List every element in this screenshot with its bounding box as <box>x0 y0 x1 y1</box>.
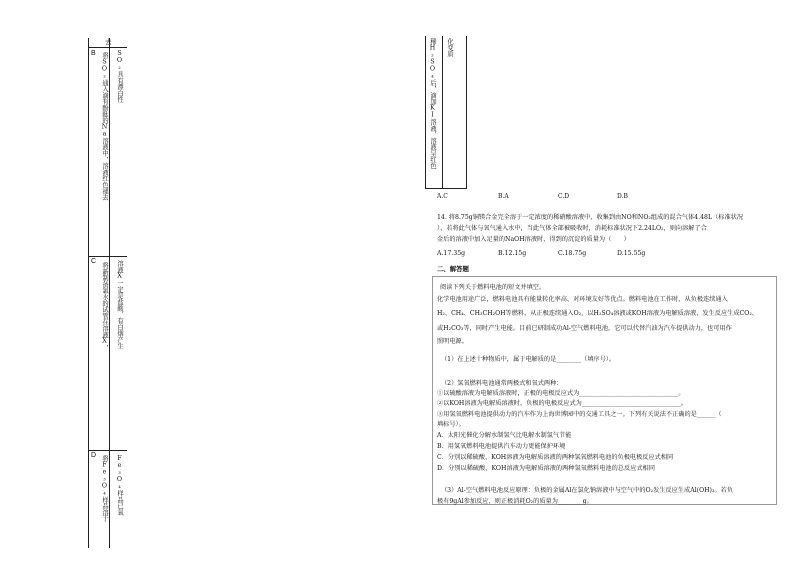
choice-d: D．分别以稀硫酸、KOH溶液为电解质溶液的两种氢氧燃料电池的总反应式相同 <box>437 465 655 472</box>
row-c-operation: 将新制备氯水的试管在溶液X， <box>101 262 108 351</box>
passage-line: 化学电池用途广泛，燃料电池具有能量转化率高、对环境友好等优点。燃料电池在工作时，从负极连续通入 <box>437 296 728 303</box>
option-d: D.B <box>617 193 628 200</box>
row-b-operation: 将SO₂通入滴有酚酞的Na溶液中，溶液红色褪去 <box>101 52 108 201</box>
row-d-conclusion: Fe₃O₄样品已氧 <box>116 455 123 516</box>
column-divider <box>109 38 110 548</box>
passage-line: 照明电源。 <box>437 338 468 345</box>
row-label-c: C <box>91 258 97 265</box>
choice-b: B．用氢氧燃料电池提供汽车动力更能保护环境 <box>437 443 566 450</box>
option-c: C.D <box>558 193 570 200</box>
q14-line-1: 14. 将8.75g铜镁合金完全溶于一定浓度的稀硝酸溶液中，收集到由NO和NO₂组成的混合气体4.48L（标准状况 <box>437 214 744 221</box>
q14-line-3: 金后的溶液中加入足量的NaOH溶液时，得到的沉淀的质量为（ ） <box>437 236 630 243</box>
q14-option-b: B.12.15g <box>498 250 527 257</box>
row-divider <box>89 450 127 451</box>
row-divider <box>89 47 127 48</box>
table-cell-top: 去 <box>105 38 112 46</box>
passage-line: 或H₂CO₃等，同时产生电能。目前已研制成功Al-空气燃料电池，它可以代替汽油为汽车提供动力，也可用作 <box>437 325 732 332</box>
passage-line: 阅读下列关于燃料电池的短文并填空。 <box>440 284 546 291</box>
question-2-intro: （2）氢氧燃料电池通常两极式和氧式两种： <box>441 380 563 387</box>
section-title: 二、解答题 <box>437 265 469 273</box>
row-label-d: D <box>91 452 97 459</box>
choice-c: C．分别以稀硫酸、KOH溶液为电解质溶液的两种氢氧燃料电池的负极电极反应式相同 <box>437 454 674 461</box>
option-b: B.A <box>498 193 509 200</box>
question-3-cont: 极有9gAl参加反应，则正极消耗O₂的质量为________g。 <box>437 498 593 505</box>
question-2-part-3-cont: 填标号）。 <box>437 421 465 428</box>
row-divider <box>89 256 127 257</box>
q14-option-c: C.18.75g <box>558 250 587 257</box>
choice-a: A．太阳光催化分解水制氢气比电解水制氢气节能 <box>437 432 572 439</box>
right-table-operation: 稀H₂SO₄后，滴加KI溶液，溶液呈红色 <box>429 38 436 169</box>
question-1: （1）在上述十种物质中，属于电解质的是________（填序号）。 <box>441 356 616 363</box>
q14-option-a: A.17.35g <box>437 250 466 257</box>
question-3: （3）Al-空气燃料电池反应原理：负极的金属Al在氯化钠溶液中与空气中的O₂发生反应生成Al(OH)₃。若负 <box>441 487 734 494</box>
row-b-conclusion: SO₂具有漂白性 <box>116 50 123 103</box>
passage-line: H₂、CH₄、CH₃CH₂OH等燃料，从正极连续通入O₂，以H₂SO₄溶液或KOH溶液为电解质溶液，发生反应生成CO₂、 <box>437 310 758 317</box>
column-divider <box>442 36 443 188</box>
question-2-part-3: ③用氢氧燃料电池提供动力的汽车作为上海世博园中的交通工具之一。下列有关说法不正确的是______（ <box>437 411 722 418</box>
q14-option-d: D.15.55g <box>617 250 646 257</box>
q14-line-2: ），若将此气体与氧气通入水中，当此气体全部被吸收时，消耗标准状况下2.24LO₂，则向溶解了合 <box>437 225 707 232</box>
option-a: A.C <box>437 193 448 200</box>
question-2-part-1: ①以硫酸溶液为电解质溶液时，正极的电极反应式为________________________________。 <box>437 390 685 397</box>
row-d-operation: 将Fe₃O₄样品溶于 <box>101 455 108 522</box>
row-c-conclusion: 溶液X一定是盐酸，有白烟产生 <box>116 260 123 349</box>
right-table-conclusion: 化变质 <box>446 38 453 57</box>
row-label-b: B <box>91 50 96 57</box>
question-2-part-2: ②以KOH溶液为电解质溶液时，负极的电极反应式为________________________________。 <box>437 400 688 407</box>
